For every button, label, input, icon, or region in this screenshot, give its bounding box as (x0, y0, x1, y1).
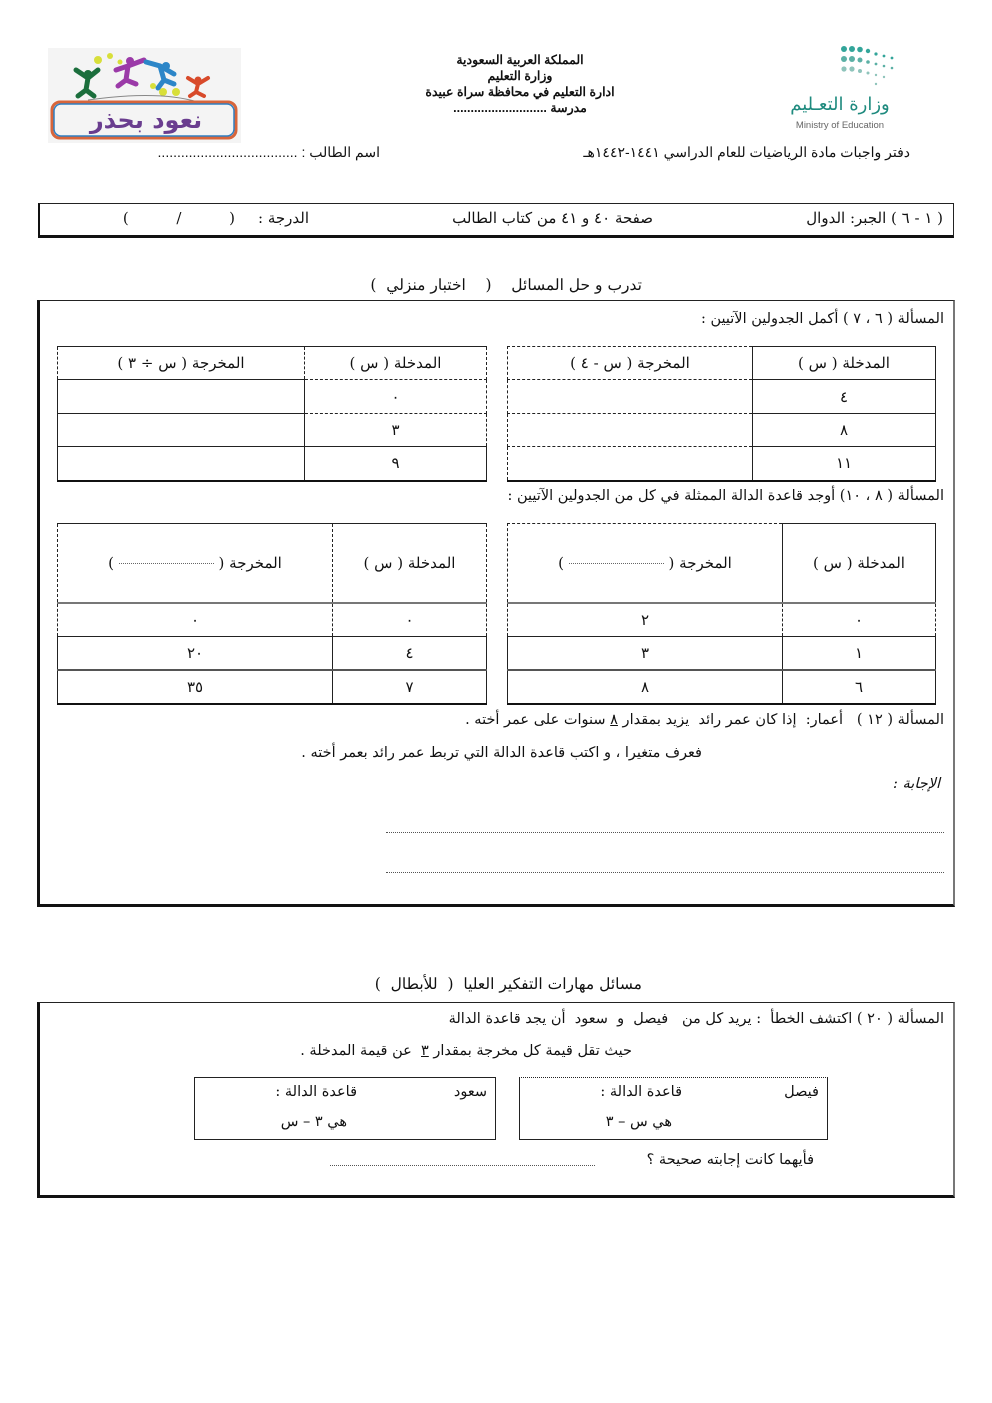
input-cell: ١ (783, 637, 936, 670)
table-q7 (57, 346, 487, 482)
input-cell: ٠ (333, 603, 487, 637)
answer-line-2[interactable] (386, 872, 944, 873)
q20-number: ٣ (421, 1043, 429, 1059)
table-q10 (57, 523, 487, 705)
student-name-field (120, 144, 380, 161)
input-cell: ٤ (753, 380, 936, 414)
input-cell: ١١ (753, 447, 936, 481)
question-12-line1 (465, 712, 944, 728)
saud-rule-label: قاعدة الدالة : (275, 1084, 357, 1100)
directorate-name: ادارة التعليم في محافظة سراة عبيدة (425, 85, 615, 99)
header-input: المدخلة ( س ) (753, 347, 936, 380)
header-output (508, 524, 783, 603)
question-6-7-text: المسألة ( ٦ ، ٧ ) أكمل الجدولين الآتيين : (700, 311, 944, 327)
output-cell-blank[interactable] (508, 380, 753, 414)
logo-naood-bihadhar (48, 48, 241, 143)
header-input: المدخلة ( س ) (783, 524, 936, 603)
notebook-title: دفتر واجبات مادة الرياضيات للعام الدراسي ١٤٤١-١٤٤٢هـ (583, 144, 910, 160)
school-label: مدرسة (550, 101, 587, 115)
answer-line-q20[interactable] (330, 1165, 595, 1166)
output-cell: ٢٠ (58, 637, 333, 670)
saud-rule-box (194, 1077, 496, 1140)
rule-blank[interactable] (569, 563, 664, 564)
grade-value[interactable]: ( / ) (122, 209, 235, 227)
textbook-pages: صفحة ٤٠ و ٤١ من كتاب الطالب (452, 209, 653, 227)
input-cell: ٦ (783, 670, 936, 704)
input-cell: ٤ (333, 637, 487, 670)
saud-name: سعود (453, 1084, 487, 1100)
output-paren: ) (108, 553, 114, 572)
lesson-title: ( ١ - ٦ ) الجبر: الدوال (806, 209, 943, 227)
faisal-name: فيصل (784, 1084, 819, 1100)
header-institution-block (380, 52, 660, 116)
moe-english-name: Ministry of Education (795, 120, 885, 131)
output-cell-blank[interactable] (508, 414, 753, 447)
output-label: المخرجة ( (668, 553, 732, 572)
student-name-input[interactable]: .................................... (157, 144, 298, 160)
output-cell: ٣٥ (58, 670, 333, 704)
saud-rule: هي ٣ – س (280, 1114, 347, 1130)
output-cell: ٨ (508, 670, 783, 704)
ministry-name: وزارة التعليم (487, 69, 553, 83)
faisal-rule-label: قاعدة الدالة : (600, 1084, 682, 1100)
faisal-rule: هي س – ٣ (605, 1114, 672, 1130)
output-cell-blank[interactable] (58, 447, 305, 481)
question-8-10-text: المسألة ( ٨ ، ١٠) أوجد قاعدة الدالة الممثلة في كل من الجدولين الآتيين : (507, 488, 944, 504)
question-20-line2 (300, 1043, 632, 1059)
q12-text-b: سنوات على عمر أخته . (465, 712, 611, 728)
input-cell: ٠ (305, 380, 487, 414)
input-cell: ٨ (753, 414, 936, 447)
table-q6 (507, 346, 936, 482)
lesson-bar (38, 203, 954, 238)
output-cell: ٠ (58, 603, 333, 637)
q20-text-a: حيث تقل قيمة كل مخرجة بمقدار (428, 1043, 632, 1059)
q12-number: ٨ (610, 712, 618, 728)
header-output (58, 524, 333, 603)
answer-label: الإجابة : (893, 776, 940, 792)
output-cell-blank[interactable] (58, 414, 305, 447)
output-cell: ٢ (508, 603, 783, 637)
grade-label: الدرجة : (258, 209, 309, 227)
q12-text-a: المسألة ( ١٢ ) أعمار: إذا كان عمر رائد يزيد بمقدار (617, 712, 944, 728)
input-cell: ٩ (305, 447, 487, 481)
question-20-line1: المسألة ( ٢٠ ) اكتشف الخطأ : يريد كل من فيصل و سعود أن يجد قاعدة الدالة (448, 1011, 944, 1027)
student-name-label: اسم الطالب : (301, 144, 380, 160)
section-higher-order-title: مسائل مهارات التفكير العليا ( للأبطال ) (374, 975, 642, 993)
output-cell-blank[interactable] (508, 447, 753, 481)
table-q8 (507, 523, 936, 705)
section-practice-title: تدرب و حل المسائل ( اختبار منزلي ) (370, 276, 642, 294)
kingdom-name: المملكة العربية السعودية (456, 53, 584, 67)
logo-ministry-of-education (780, 44, 900, 134)
rule-blank[interactable] (119, 563, 214, 564)
output-cell: ٣ (508, 637, 783, 670)
header-input: المدخلة ( س ) (333, 524, 487, 603)
faisal-rule-box (519, 1077, 828, 1140)
header-output: المخرجة ( س - ٤ ) (508, 347, 753, 380)
school-field (380, 100, 660, 116)
header-input: المدخلة ( س ) (305, 347, 487, 380)
q20-text-b: عن قيمة المدخلة . (300, 1043, 421, 1059)
output-label: المخرجة ( (218, 553, 282, 572)
moe-arabic-name: وزارة التعـليم (790, 94, 890, 115)
moe-dots-icon (780, 44, 900, 86)
input-cell: ٣ (305, 414, 487, 447)
logo-left-text: نعود بحذر (89, 106, 203, 134)
school-value: ........................... (453, 101, 547, 115)
output-cell-blank[interactable] (58, 380, 305, 414)
header-output: المخرجة ( س ÷ ٣ ) (58, 347, 305, 380)
question-20-ask: فأيهما كانت إجابته صحيحة ؟ (646, 1152, 814, 1168)
input-cell: ٧ (333, 670, 487, 704)
input-cell: ٠ (783, 603, 936, 637)
output-paren: ) (558, 553, 564, 572)
answer-line-1[interactable] (386, 832, 944, 833)
question-12-line2: فعرف متغيرا ، و اكتب قاعدة الدالة التي تربط عمر رائد بعمر أخته . (301, 745, 702, 761)
